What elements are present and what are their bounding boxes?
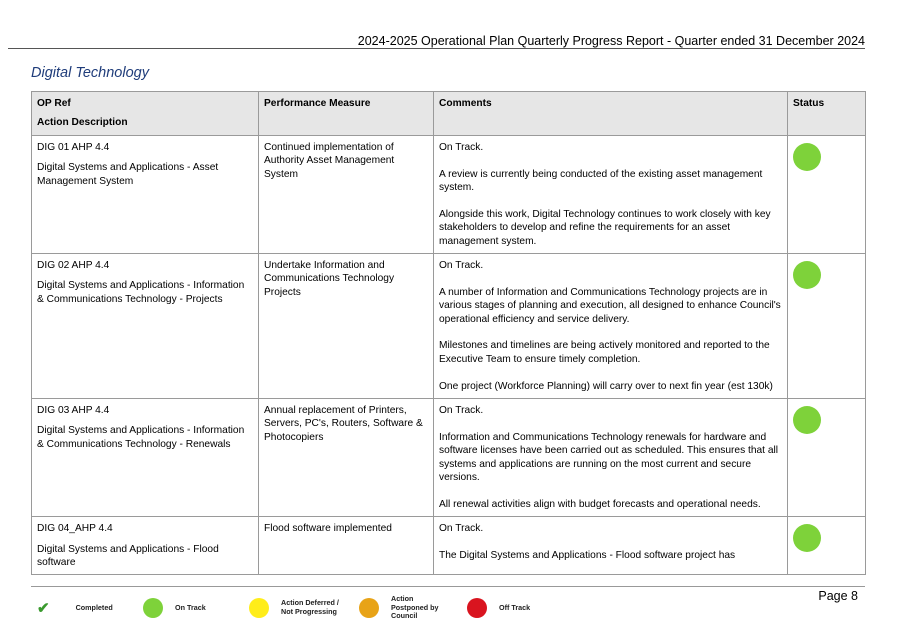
- header-op-ref: [32, 92, 259, 136]
- legend-item-deferred: [249, 595, 347, 621]
- header-performance-measure: Performance Measure: [259, 92, 434, 136]
- comment-paragraph: On Track.: [439, 523, 484, 535]
- check-icon: ✔: [37, 600, 50, 617]
- operational-plan-table: [31, 91, 866, 575]
- op-ref-cell: [32, 254, 259, 399]
- deferred-dot-icon: [249, 598, 269, 618]
- status-indicator-on-track: [793, 406, 821, 434]
- report-title: 2024-2025 Operational Plan Quarterly Progress Report - Quarter ended 31 December 2024: [357, 34, 865, 48]
- status-legend: [31, 595, 591, 625]
- header-status: Status: [788, 92, 866, 136]
- table-row: [32, 135, 866, 253]
- table-row: [32, 254, 866, 399]
- op-ref: DIG 04_AHP 4.4: [37, 523, 113, 535]
- header-action-description-label: Action Description: [37, 117, 128, 129]
- on-track-dot-icon: [143, 598, 163, 618]
- legend-item-off-track: [467, 595, 530, 621]
- status-indicator-on-track: [793, 524, 821, 552]
- legend-item-on-track: [143, 595, 206, 621]
- performance-measure: Annual replacement of Printers, Servers, PC's, Routers, Software & Photocopiers: [259, 399, 434, 517]
- action-description: Digital Systems and Applications - Information & Communications Technology - Renewals: [37, 425, 245, 450]
- header-op-ref-label: OP Ref: [37, 98, 71, 109]
- legend-label: Action Deferred / Not Progressing: [281, 598, 339, 616]
- comment-paragraph: Information and Communications Technology renewals for hardware and software licenses have been carried out as scheduled. This ensures that all systems and applications are running on the most current and secure versions.: [439, 431, 779, 484]
- legend-item-postponed: [359, 595, 445, 621]
- comments-cell: [434, 399, 788, 517]
- legend-label: On Track: [175, 602, 206, 612]
- performance-measure: Flood software implemented: [259, 517, 434, 575]
- comment-paragraph: On Track.: [439, 260, 484, 272]
- header-divider: [8, 48, 865, 49]
- off-track-dot-icon: [467, 598, 487, 618]
- action-description: Digital Systems and Applications - Information & Communications Technology - Projects: [37, 280, 245, 305]
- comment-paragraph: On Track.: [439, 405, 484, 417]
- op-ref: DIG 03 AHP 4.4: [37, 405, 110, 417]
- postponed-dot-icon: [359, 598, 379, 618]
- legend-item-completed: [37, 595, 113, 621]
- comments-cell: [434, 135, 788, 253]
- action-description: Digital Systems and Applications - Asset Management System: [37, 162, 219, 187]
- comment-paragraph: The Digital Systems and Applications - Flood software project has: [439, 550, 736, 562]
- op-ref-cell: [32, 135, 259, 253]
- comment-paragraph: Alongside this work, Digital Technology continues to work closely with key stakeholders to develop and refine the requirements for an asset management system.: [439, 208, 771, 247]
- status-indicator-on-track: [793, 261, 821, 289]
- comment-paragraph: Milestones and timelines are being actively monitored and reported to the Executive Team to ensure timely completion.: [439, 340, 770, 365]
- comment-paragraph: All renewal activities align with budget forecasts and operational needs.: [439, 498, 761, 510]
- op-ref-cell: [32, 399, 259, 517]
- op-ref: DIG 02 AHP 4.4: [37, 260, 110, 272]
- table-header-row: [32, 92, 866, 136]
- performance-measure: Undertake Information and Communications Technology Projects: [259, 254, 434, 399]
- comment-paragraph: A review is currently being conducted of the existing asset management system.: [439, 168, 763, 194]
- op-ref-cell: [32, 517, 259, 575]
- status-cell: [788, 517, 866, 575]
- section-title: Digital Technology: [31, 65, 149, 81]
- performance-measure: Continued implementation of Authority Asset Management System: [259, 135, 434, 253]
- comment-paragraph: On Track.: [439, 141, 484, 153]
- comments-cell: [434, 517, 788, 575]
- status-cell: [788, 135, 866, 253]
- comments-cell: [434, 254, 788, 399]
- status-cell: [788, 399, 866, 517]
- legend-label: Off Track: [499, 602, 531, 612]
- comment-paragraph: A number of Information and Communications Technology projects are in various stages of planning and execution, all designed to enhance Council's operational efficiency and service delivery.: [439, 286, 781, 325]
- header-comments: Comments: [434, 92, 788, 136]
- legend-label: Action Postponed by Council: [391, 594, 439, 621]
- page-number: Page 8: [818, 589, 858, 603]
- action-description: Digital Systems and Applications - Flood software: [37, 543, 219, 569]
- footer-divider: [31, 586, 865, 587]
- status-indicator-on-track: [793, 143, 821, 171]
- comment-paragraph: One project (Workforce Planning) will carry over to next fin year (est 130k): [439, 380, 773, 392]
- status-cell: [788, 254, 866, 399]
- table-row: [32, 517, 866, 575]
- table-row: [32, 399, 866, 517]
- legend-label: Completed: [75, 602, 113, 612]
- op-ref: DIG 01 AHP 4.4: [37, 141, 110, 153]
